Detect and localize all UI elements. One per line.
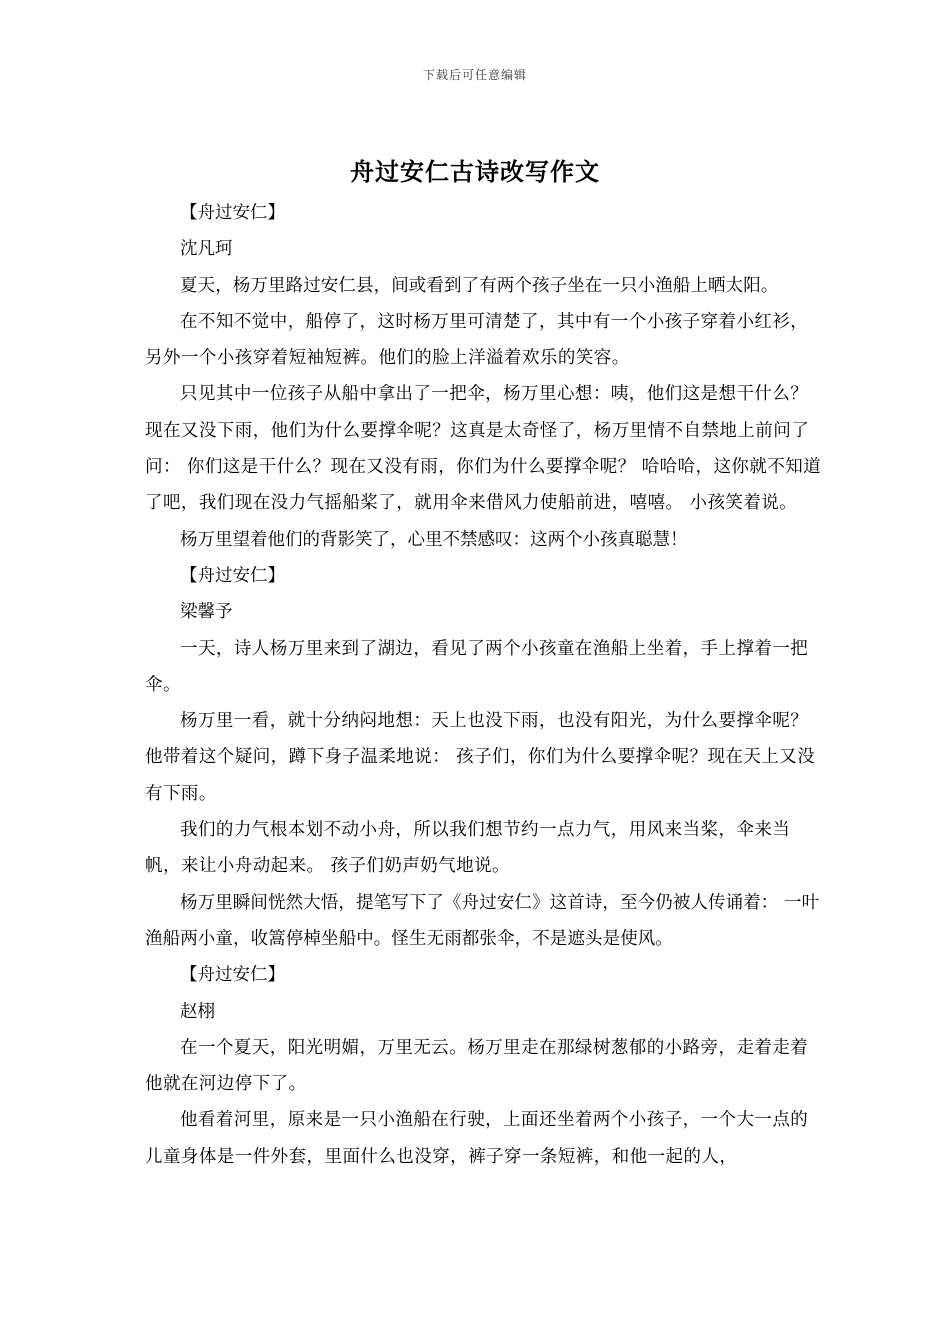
paragraph: 杨万里一看，就十分纳闷地想：天上也没下雨，也没有阳光，为什么要撑伞呢？他带着这个疑问，蹲下身子温柔地说： 孩子们，你们为什么要撑伞呢？现在天上又没有下雨。 — [145, 711, 816, 804]
header-note: 下载后可任意编辑 — [422, 68, 527, 82]
author-name: 梁馨予 — [180, 602, 233, 623]
paragraph: 只见其中一位孩子从船中拿出了一把伞，杨万里心想：咦，他们这是想干什么？现在又没下雨，他们为什么要撑伞呢？这真是太奇怪了，杨万里情不自禁地上前问了问： 你们这是干什么？现在又没有雨，你们为什么要撑伞呢？ 哈哈哈，这你就不知道了吧，我们现在没力气摇船桨了，就用伞来借风力使船前进，嘻嘻。 小孩笑着说。 — [145, 384, 822, 514]
paragraph: 一天，诗人杨万里来到了湖边，看见了两个小孩童在渔船上坐着，手上撑着一把伞。 — [145, 638, 809, 695]
paragraph: 杨万里望着他们的背影笑了，心里不禁感叹：这两个小孩真聪慧！ — [180, 529, 688, 550]
paragraph: 杨万里瞬间恍然大悟，提笔写下了《舟过安仁》这首诗，至今仍被人传诵着： 一叶渔船两小童，收篙停棹坐船中。怪生无雨都张伞，不是遮头是使风。 — [145, 892, 820, 949]
paragraph: 在不知不觉中，船停了，这时杨万里可清楚了，其中有一个小孩子穿着小红衫，另外一个小孩穿着短袖短裤。他们的脸上洋溢着欢乐的笑容。 — [145, 311, 809, 369]
section-heading: 【舟过安仁】 — [180, 203, 285, 223]
paragraph: 我们的力气根本划不动小舟，所以我们想节约一点力气，用风来当桨，伞来当帆，来让小舟动起来。 孩子们奶声奶气地说。 — [145, 820, 791, 877]
author-name: 赵栩 — [180, 1001, 215, 1022]
section-heading: 【舟过安仁】 — [180, 965, 285, 986]
paragraph: 他看着河里，原来是一只小渔船在行驶，上面还坐着两个小孩子，一个大一点的儿童身体是一件外套，里面什么也没穿，裤子穿一条短裤，和他一起的人， — [145, 1110, 809, 1167]
author-name: 沈凡珂 — [180, 239, 233, 260]
paragraph: 在一个夏天，阳光明媚，万里无云。杨万里走在那绿树葱郁的小路旁，走着走着他就在河边停下了。 — [145, 1037, 809, 1095]
section-heading: 【舟过安仁】 — [180, 565, 285, 586]
document-title: 舟过安仁古诗改写作文 — [350, 157, 600, 186]
document-body — [145, 195, 825, 1175]
paragraph: 夏天，杨万里路过安仁县，间或看到了有两个孩子坐在一只小渔船上晒太阳。 — [180, 275, 779, 296]
